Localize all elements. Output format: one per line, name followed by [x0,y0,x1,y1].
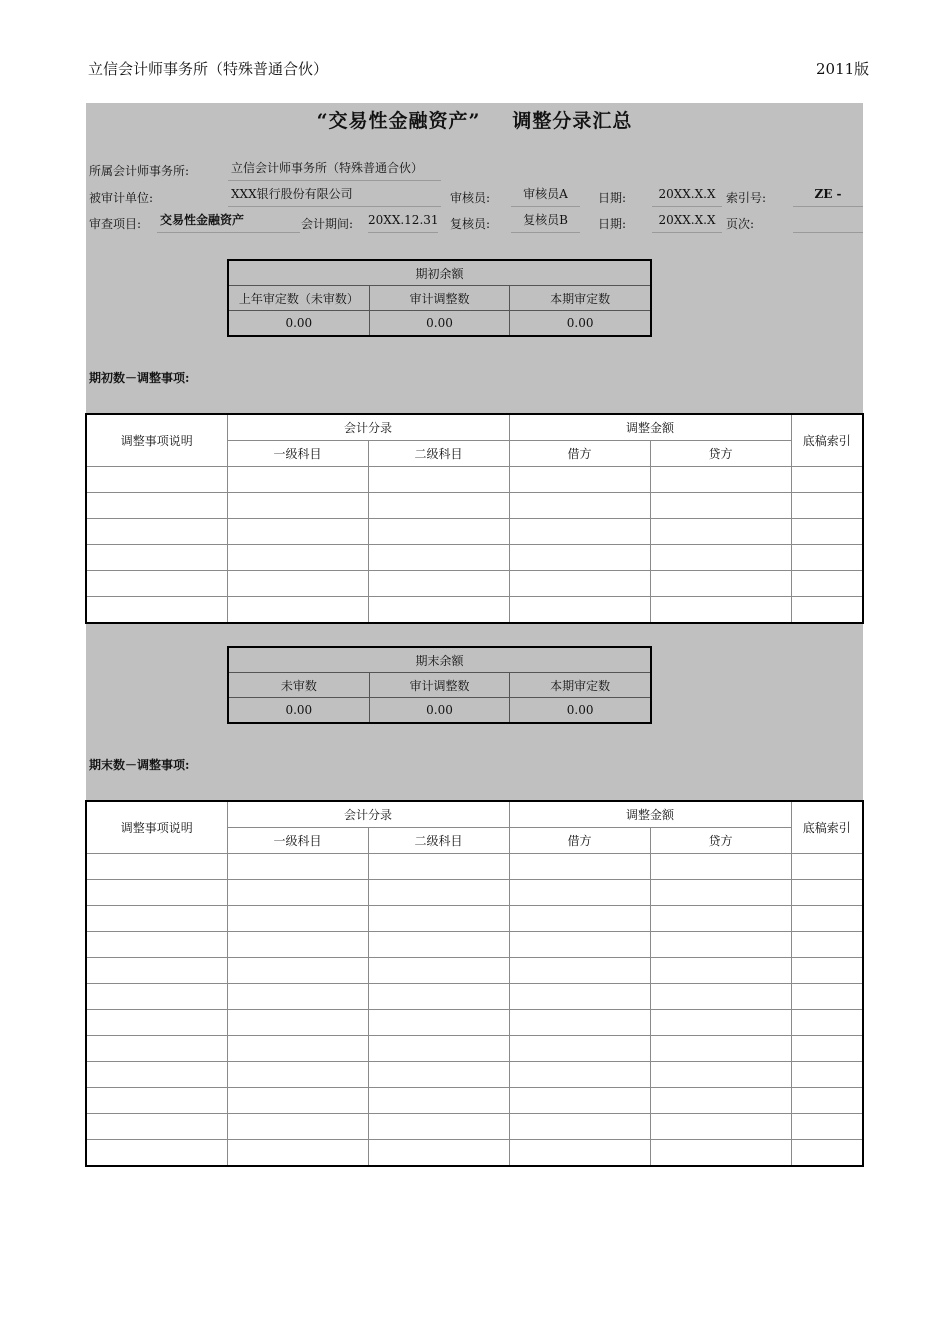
table-row [86,1010,863,1036]
opening-value-adjust: 0.00 [369,311,510,337]
header-level2: 二级科目 [368,828,509,854]
firm-header: 立信会计师事务所（特殊普通合伙） [88,60,329,78]
closing-adjustments-table [85,800,864,1167]
page-label: 页次: [726,217,755,231]
index-value: ZE - [793,182,863,207]
period-value: 20XX.12.31 [368,208,438,233]
header-entry: 会计分录 [227,801,509,828]
table-row [86,597,863,624]
rechecker-label: 复核员: [450,217,491,231]
page-value [793,208,863,233]
date-label: 日期: [598,191,627,205]
header-amount: 调整金额 [509,801,791,828]
closing-col-adjust: 审计调整数 [369,673,510,698]
opening-col-adjust: 审计调整数 [369,286,510,311]
header-reference: 底稿索引 [791,414,863,467]
rechecker-value: 复核员B [511,208,580,233]
table-row [86,854,863,880]
table-row [86,493,863,519]
opening-value-prior: 0.00 [228,311,369,337]
page-title: “交易性金融资产” 调整分录汇总 [316,110,633,132]
header-description: 调整事项说明 [86,414,227,467]
closing-value-unaudited: 0.00 [228,698,369,724]
table-row [86,958,863,984]
reviewer-value: 审核员A [511,182,580,207]
period-label: 会计期间: [301,217,354,231]
gray-panel-top [86,103,863,413]
date2-value: 20XX.X.X [652,208,722,233]
table-row [86,545,863,571]
closing-balance-title: 期末余额 [228,647,651,673]
version-label: 2011版 [816,60,870,78]
reviewer-label: 审核员: [450,191,491,205]
table-row [86,467,863,493]
opening-adjustments-label: 期初数－调整事项: [89,371,190,385]
audited-value: XXX银行股份有限公司 [228,182,441,207]
opening-adjustments-table [85,413,864,624]
header-credit: 贷方 [650,441,791,467]
closing-adjustments-label: 期末数－调整事项: [89,758,190,772]
closing-balance-table [227,646,652,724]
item-label: 审查项目: [89,217,142,231]
table-row [86,906,863,932]
header-entry: 会计分录 [227,414,509,441]
opening-balance-title: 期初余额 [228,260,651,286]
closing-value-final: 0.00 [510,698,651,724]
header-debit: 借方 [509,441,650,467]
table-row [86,984,863,1010]
opening-balance-table [227,259,652,337]
opening-col-prior: 上年审定数（未审数） [228,286,369,311]
closing-col-unaudited: 未审数 [228,673,369,698]
table-row [86,1114,863,1140]
closing-col-final: 本期审定数 [510,673,651,698]
header-description: 调整事项说明 [86,801,227,854]
header-level1: 一级科目 [227,828,368,854]
date-value: 20XX.X.X [652,182,722,207]
header-level1: 一级科目 [227,441,368,467]
table-row [86,932,863,958]
header-amount: 调整金额 [509,414,791,441]
header-debit: 借方 [509,828,650,854]
item-value: 交易性金融资产 [157,208,300,233]
table-row [86,1088,863,1114]
opening-col-final: 本期审定数 [510,286,651,311]
table-row [86,1036,863,1062]
date2-label: 日期: [598,217,627,231]
table-row [86,880,863,906]
header-level2: 二级科目 [368,441,509,467]
header-credit: 贷方 [650,828,791,854]
index-label: 索引号: [726,191,767,205]
table-row [86,519,863,545]
opening-value-final: 0.00 [510,311,651,337]
table-row [86,1140,863,1167]
firm-label: 所属会计师事务所: [89,164,190,178]
firm-value: 立信会计师事务所（特殊普通合伙） [228,156,441,181]
audited-label: 被审计单位: [89,191,154,205]
closing-value-adjust: 0.00 [369,698,510,724]
table-row [86,571,863,597]
header-reference: 底稿索引 [791,801,863,854]
table-row [86,1062,863,1088]
